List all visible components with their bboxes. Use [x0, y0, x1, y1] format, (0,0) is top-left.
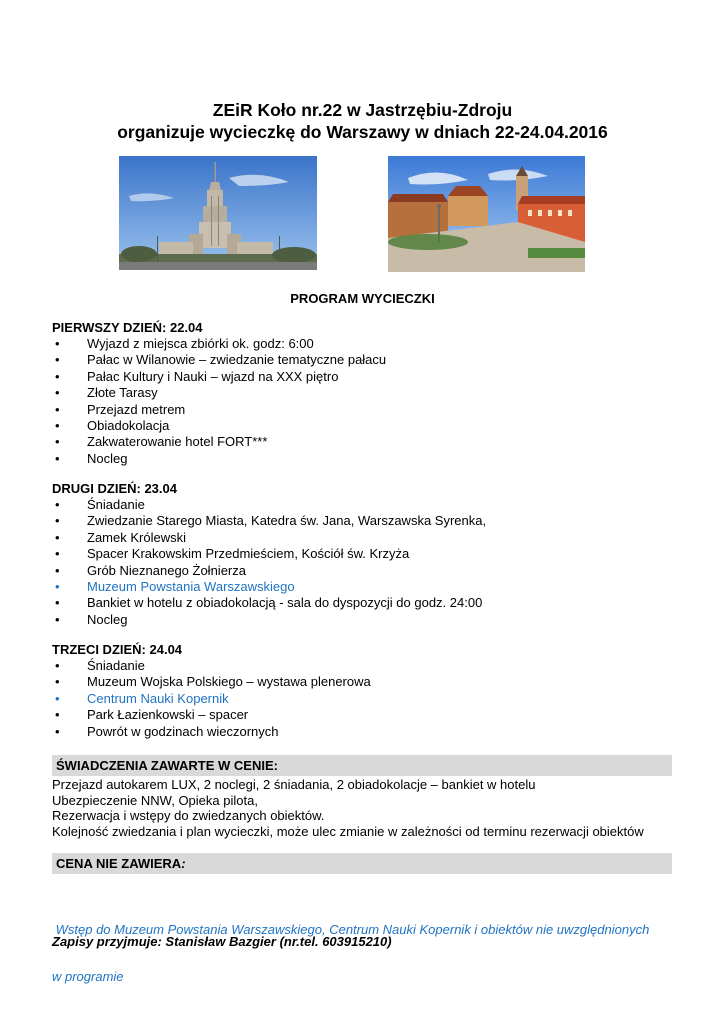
bullet-icon: • [55, 368, 60, 384]
bullet-icon: • [55, 401, 60, 417]
title-line-1: ZEiR Koło nr.22 w Jastrzębiu-Zdroju [212, 100, 513, 120]
list-item-highlight: • Centrum Nauki Kopernik [55, 690, 229, 706]
day-1-title: PIERWSZY DZIEŃ: 22.04 [52, 320, 203, 335]
bullet-icon: • [55, 434, 60, 450]
day-1-list [52, 336, 682, 467]
included-heading: ŚWIADCZENIA ZAWARTE W CENIE: [52, 755, 672, 776]
included-line: Przejazd autokarem LUX, 2 noclegi, 2 śniadania, 2 obiadokolacje – bankiet w hotelu [52, 777, 536, 792]
list-item: • Park Łazienkowski – spacer [55, 707, 249, 723]
included-line: Ubezpieczenie NNW, Opieka pilota, [52, 792, 258, 808]
list-item: • Powrót w godzinach wieczornych [55, 723, 279, 739]
day-2-section [52, 481, 682, 628]
excluded-line: w programie [52, 968, 124, 984]
included-details [52, 777, 682, 839]
excluded-line: Wstęp do Muzeum Powstania Warszawskiego, Centrum Nauki Kopernik i obiektów nie uwzględnionych [52, 922, 650, 938]
old-town-warsaw-photo [388, 156, 585, 272]
day-1-section [52, 320, 682, 467]
bullet-icon: • [55, 529, 60, 545]
bullet-icon: • [55, 690, 60, 706]
list-item: • Złote Tarasy [55, 385, 158, 401]
list-item: • Przejazd metrem [55, 401, 186, 417]
palace-of-culture-photo [119, 156, 317, 270]
list-item: • Zamek Królewski [55, 529, 186, 545]
list-item: • Zwiedzanie Starego Miasta, Katedra św. Jana, Warszawska Syrenka, [55, 513, 487, 529]
list-item: • Wyjazd z miejsca zbiórki ok. godz: 6:00 [55, 336, 314, 351]
list-item: • Obiadokolacja [55, 417, 170, 433]
day-3-list [52, 658, 682, 740]
list-item: • Pałac Kultury i Nauki – wjazd na XXX piętro [55, 368, 339, 384]
signup-contact: Zapisy przyjmuje: Stanisław Bazgier (nr.tel. 603915210) [52, 934, 392, 949]
title-line-2: organizuje wycieczkę do Warszawy w dniach 22-24.04.2016 [117, 122, 608, 142]
bullet-icon: • [55, 562, 60, 578]
list-item: • Śniadanie [55, 658, 145, 673]
list-item: • Grób Nieznanego Żołnierza [55, 562, 246, 578]
list-item: • Pałac w Wilanowie – zwiedzanie tematyczne pałacu [55, 352, 387, 368]
bullet-icon: • [55, 546, 60, 562]
bullet-icon: • [55, 497, 60, 512]
bullet-icon: • [55, 385, 60, 401]
excluded-heading: CENA NIE ZAWIERA: [52, 853, 672, 874]
list-item: • Nocleg [55, 611, 128, 627]
list-item: • Zakwaterowanie hotel FORT*** [55, 434, 268, 450]
bullet-icon: • [55, 611, 60, 627]
bullet-icon: • [55, 417, 60, 433]
bullet-icon: • [55, 513, 60, 529]
bullet-icon: • [55, 450, 60, 466]
included-line: Kolejność zwiedzania i plan wycieczki, może ulec zmianie w zależności od terminu rezerwacji obiektów [52, 823, 644, 839]
list-item: • Spacer Krakowskim Przedmieściem, Kościół św. Krzyża [55, 546, 410, 562]
included-line: Rezerwacja i wstępy do zwiedzanych obiektów. [52, 808, 325, 824]
bullet-icon: • [55, 336, 60, 351]
bullet-icon: • [55, 658, 60, 673]
day-2-title: DRUGI DZIEŃ: 23.04 [52, 481, 177, 496]
bullet-icon: • [55, 595, 60, 611]
list-item: • Muzeum Wojska Polskiego – wystawa plenerowa [55, 674, 371, 690]
bullet-icon: • [55, 352, 60, 368]
list-item: • Śniadanie [55, 497, 145, 512]
program-title: PROGRAM WYCIECZKI [290, 291, 435, 306]
list-item: • Nocleg [55, 450, 128, 466]
bullet-icon: • [55, 707, 60, 723]
list-item: • Bankiet w hotelu z obiadokolacją - sala do dyspozycji do godz. 24:00 [55, 595, 483, 611]
bullet-icon: • [55, 578, 60, 594]
day-3-title: TRZECI DZIEŃ: 24.04 [52, 642, 183, 657]
day-2-list [52, 497, 682, 628]
list-item-highlight: • Muzeum Powstania Warszawskiego [55, 578, 295, 594]
bullet-icon: • [55, 723, 60, 739]
bullet-icon: • [55, 674, 60, 690]
day-3-section [52, 642, 682, 740]
